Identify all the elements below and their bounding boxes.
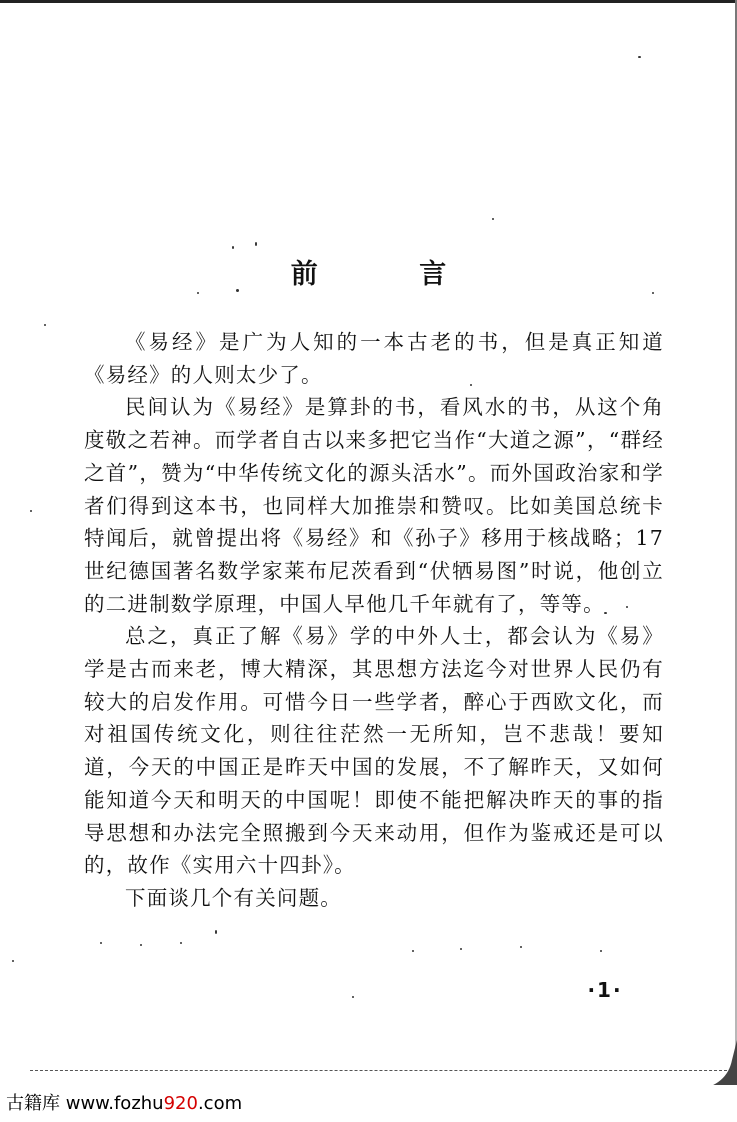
scan-speck [412,950,414,952]
scan-speck [255,242,257,246]
scan-speck [492,218,494,220]
scan-edge-top [0,0,737,3]
scan-speck [12,960,14,962]
scan-speck [140,944,142,946]
scan-speck [600,950,602,952]
page-curl-shadow [697,1040,737,1090]
scan-speck [352,996,354,998]
scan-speck [180,942,182,944]
scan-speck [100,942,102,944]
scan-speck [44,324,46,326]
page-title: 前 言 [290,259,493,290]
page-number: ·1· [587,978,623,1002]
scan-speck [460,948,462,950]
scan-speck [232,246,234,249]
watermark-bar [0,1085,737,1122]
watermark-url-suffix: .com [197,1093,243,1114]
scan-speck [197,292,199,294]
paragraph: 下面谈几个有关问题。 [125,885,342,910]
watermark-site-name: 古籍库 [6,1093,60,1114]
watermark-url-number: 920 [163,1093,198,1114]
scan-speck [215,930,217,934]
watermark-url-prefix: www.fozhu [65,1093,164,1114]
paragraph: 《易经》是广为人知的一本古老的书，但是真正知道《易经》的人则太少了。 [84,330,664,387]
paragraph: 民间认为《易经》是算卦的书，看风水的书，从这个角度敬之若神。而学者自古以来多把它当作“大道之源”，“群经之首”，赞为“中华传统文化的源头活水”。而外国政治家和学者们得到这本书，也同样大加推崇和赞叹。比如美国总统卡特闻后，就曾提出将《易经》和《孙子》移用于核战略；17世纪德国著名数学家莱布尼茨看到“伏牺易图”时说，他创立的二进制数学原理，中国人早他几千年就有了，等等。 [84,395,664,616]
body-text [84,326,664,915]
watermark-url[interactable] [66,1093,242,1114]
scan-speck [638,56,641,58]
scan-speck [652,292,654,294]
scan-speck [30,510,32,512]
scan-speck [520,946,522,948]
paragraph: 总之，真正了解《易》学的中外人士，都会认为《易》学是古而来老，博大精深，其思想方法迄今对世界人民仍有较大的启发作用。可惜今日一些学者，醉心于西欧文化，而对祖国传统文化，则往往茫然一无所知，岂不悲哉！要知道，今天的中国正是昨天中国的发展，不了解昨天，又如何能知道今天和明天的中国呢！即使不能把解决昨天的事的指导思想和办法完全照搬到今天来动用，但作为鉴戒还是可以的，故作《实用六十四卦》。 [84,624,664,878]
page-bottom-edge [30,1070,727,1071]
